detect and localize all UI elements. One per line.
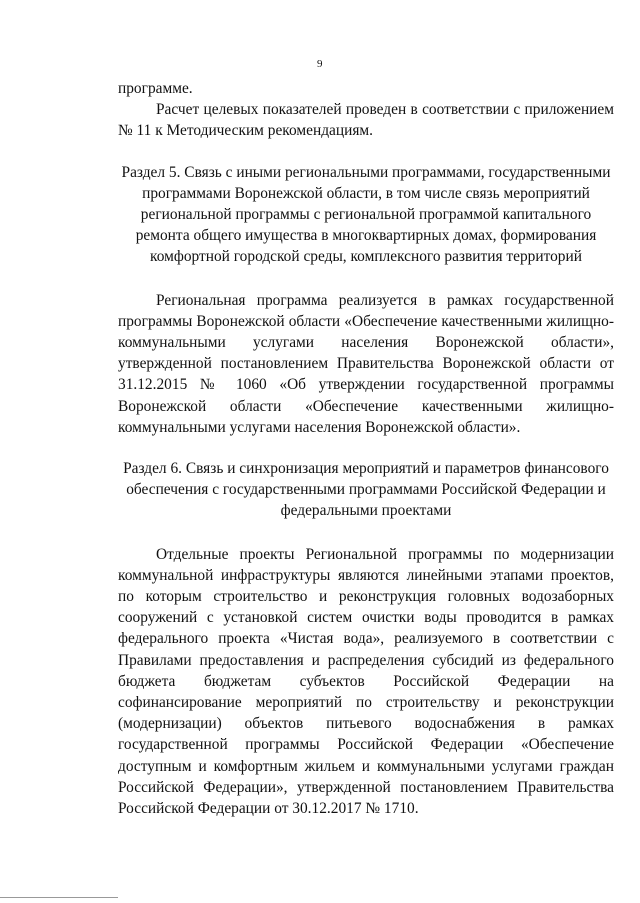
page-content [118, 78, 614, 819]
continuation-text: программе. [118, 80, 193, 97]
section-6-heading: Раздел 6. Связь и синхронизация мероприятий и параметров финансового обеспечения с государственными программами Российской Федерации и федеральными проектами [123, 460, 609, 520]
section-5-paragraph: Региональная программа реализуется в рамках государственной программы Воронежской области «Обеспечение качественными жилищно-коммунальными услугами населения Воронежской области», утвержденной постановлением Правительства Воронежской области от 31.12.2015 № 1060 «Об утверждении государственной программы Воронежской области «Обеспечение качественными жилищно-коммунальными услугами населения Воронежской области». [118, 291, 614, 436]
section-5-heading: Раздел 5. Связь с иными региональными программами, государственными программами Воронежской области, в том числе связь мероприятий региональной программы с региональной программой капитального ремонта общего имущества в многоквартирных домах, формирования комфортной городской среды, комплексного развития территорий [121, 163, 611, 266]
footer-rule [0, 897, 118, 898]
page-number: 9 [317, 58, 323, 70]
calculation-paragraph: Расчет целевых показателей проведен в соответствии с приложением № 11 к Методическим рекомендациям. [118, 101, 614, 140]
section-6-paragraph: Отдельные проекты Региональной программы по модернизации коммунальной инфраструктуры являются линейными этапами проектов, по которым строительство и реконструкция головных водозаборных сооружений с установкой систем очистки воды проводится в рамках федерального проекта «Чистая вода», реализуемого в соответствии с Правилами предоставления и распределения субсидий из федерального бюджета бюджетам субъектов Российской Федерации на софинансирование мероприятий по строительству и реконструкции (модернизации) объектов питьевого водоснабжения в рамках государственной программы Российской Федерации «Обеспечение доступным и комфортным жильем и коммунальными услугами граждан Российской Федерации», утвержденной постановлением Правительства Российской Федерации от 30.12.2017 № 1710. [118, 545, 614, 818]
